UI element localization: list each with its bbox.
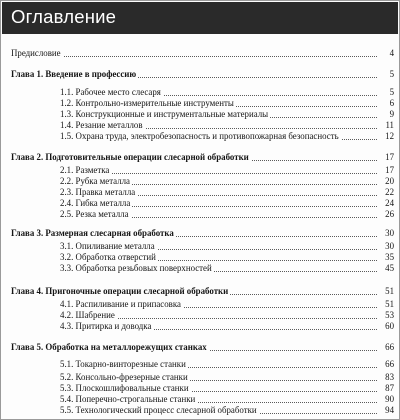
toc-section-2-5[interactable] bbox=[1, 208, 399, 220]
section-number: 1.3. bbox=[60, 109, 74, 119]
page-title: Оглавление bbox=[11, 6, 117, 27]
chapter-title: Размерная слесарная обработка bbox=[45, 228, 174, 238]
section-number: 4.3. bbox=[60, 321, 74, 331]
section-number: 1.1. bbox=[60, 87, 74, 97]
section-title: Рубка металла bbox=[75, 176, 130, 186]
chapter-title: Подготовительные операции слесарной обработки bbox=[45, 152, 249, 162]
toc-section-4-3[interactable] bbox=[1, 320, 399, 332]
toc-section-3-3[interactable] bbox=[1, 262, 399, 274]
section-number: 4.2. bbox=[60, 310, 74, 320]
section-number: 1.2. bbox=[60, 98, 74, 108]
section-number: 5.5. bbox=[60, 405, 74, 415]
toc-page-number: 17 bbox=[378, 151, 394, 163]
chapter-label: Глава 5. bbox=[11, 342, 44, 352]
toc-section-heading bbox=[60, 208, 131, 220]
section-number: 4.1. bbox=[60, 299, 74, 309]
section-number: 5.2. bbox=[60, 372, 74, 382]
toc-page-number: 35 bbox=[378, 251, 394, 263]
toc-page-number: 30 bbox=[378, 240, 394, 252]
section-title: Гибка металла bbox=[75, 198, 131, 208]
toc-section-heading bbox=[60, 262, 214, 274]
section-title: Разметка bbox=[75, 165, 110, 175]
toc-page-number: 83 bbox=[378, 371, 394, 383]
section-number: 5.3. bbox=[60, 383, 74, 393]
section-number: 3.3. bbox=[60, 263, 74, 273]
toc-page-number: 51 bbox=[378, 285, 394, 297]
toc-page-number: 30 bbox=[378, 227, 394, 239]
section-title: Конструкционные и инструментальные материалы bbox=[75, 109, 269, 119]
section-number: 1.5. bbox=[60, 131, 74, 141]
section-title: Притирка и доводка bbox=[75, 321, 152, 331]
toc-chapter-5[interactable] bbox=[1, 341, 399, 353]
toc-page-number: 53 bbox=[378, 309, 394, 321]
section-number: 2.5. bbox=[60, 209, 74, 219]
section-number: 3.2. bbox=[60, 252, 74, 262]
toc-page-number: 11 bbox=[378, 119, 394, 131]
toc-page-number: 66 bbox=[378, 358, 394, 370]
toc-page-number: 51 bbox=[378, 298, 394, 310]
toc-section-heading bbox=[60, 320, 153, 332]
toc-chapter-heading bbox=[11, 68, 138, 80]
section-number: 2.2. bbox=[60, 176, 74, 186]
section-title: Резка металла bbox=[75, 209, 129, 219]
toc-entry-title: Предисловие bbox=[11, 48, 61, 58]
section-title: Охрана труда, электробезопасность и противопожарная безопасность bbox=[75, 131, 339, 141]
toc-page-number: 4 bbox=[378, 47, 394, 59]
toc-chapter-1[interactable] bbox=[1, 68, 399, 80]
toc-chapter-heading bbox=[11, 341, 209, 353]
section-number: 5.4. bbox=[60, 394, 74, 404]
chapter-title: Обработка на металлорежущих станках bbox=[45, 342, 207, 352]
toc-section-heading bbox=[60, 404, 259, 416]
section-title: Обработка отверстий bbox=[75, 252, 156, 262]
chapter-label: Глава 4. bbox=[11, 286, 44, 296]
toc-page-number: 87 bbox=[378, 382, 394, 394]
toc-page-number: 6 bbox=[378, 97, 394, 109]
section-number: 1.4. bbox=[60, 120, 74, 130]
toc-page-number: 20 bbox=[378, 175, 394, 187]
section-title: Обработка резьбовых поверхностей bbox=[75, 263, 212, 273]
toc-page-number: 66 bbox=[378, 341, 394, 353]
toc-page-number: 26 bbox=[378, 208, 394, 220]
toc-page-number: 17 bbox=[378, 164, 394, 176]
toc-section-heading bbox=[60, 130, 341, 142]
section-number: 2.4. bbox=[60, 198, 74, 208]
chapter-title: Пригоночные операции слесарной обработки bbox=[45, 286, 229, 296]
toc-page-number: 60 bbox=[378, 320, 394, 332]
toc-page-number: 12 bbox=[378, 130, 394, 142]
section-title: Поперечно-строгальные станки bbox=[75, 394, 196, 404]
section-number: 3.1. bbox=[60, 241, 74, 251]
section-title: Правка металла bbox=[75, 187, 136, 197]
section-title: Резание металлов bbox=[75, 120, 143, 130]
chapter-label: Глава 1. bbox=[11, 69, 44, 79]
toc-page-number: 9 bbox=[378, 108, 394, 120]
toc-page-number: 90 bbox=[378, 393, 394, 405]
toc-page-number: 24 bbox=[378, 197, 394, 209]
toc-page-number: 22 bbox=[378, 186, 394, 198]
chapter-label: Глава 2. bbox=[11, 152, 44, 162]
section-title: Контрольно-измерительные инструменты bbox=[75, 98, 234, 108]
section-number: 2.3. bbox=[60, 187, 74, 197]
toc-page-number: 45 bbox=[378, 262, 394, 274]
toc-section-5-5[interactable] bbox=[1, 404, 399, 416]
toc-section-1-5[interactable] bbox=[1, 130, 399, 142]
toc-page-number: 94 bbox=[378, 404, 394, 416]
header-bar bbox=[2, 2, 398, 34]
section-title: Токарно-винторезные станки bbox=[75, 359, 186, 369]
section-title: Консольно-фрезерные станки bbox=[75, 372, 188, 382]
toc-entry-preface[interactable] bbox=[1, 47, 399, 59]
section-title: Опиливание металла bbox=[75, 241, 155, 251]
section-title: Технологический процесс слесарной обработки bbox=[75, 405, 257, 415]
section-title: Плоскошлифовальные станки bbox=[75, 383, 189, 393]
section-number: 2.1. bbox=[60, 165, 74, 175]
dot-leader bbox=[13, 44, 379, 57]
section-number: 5.1. bbox=[60, 359, 74, 369]
section-title: Рабочее место слесаря bbox=[75, 87, 161, 97]
toc-page-number: 5 bbox=[378, 86, 394, 98]
chapter-label: Глава 3. bbox=[11, 228, 44, 238]
section-title: Распиливание и припасовка bbox=[75, 299, 181, 309]
section-title: Шабрение bbox=[75, 310, 115, 320]
toc-page-number: 5 bbox=[378, 68, 394, 80]
chapter-title: Введение в профессию bbox=[45, 69, 137, 79]
